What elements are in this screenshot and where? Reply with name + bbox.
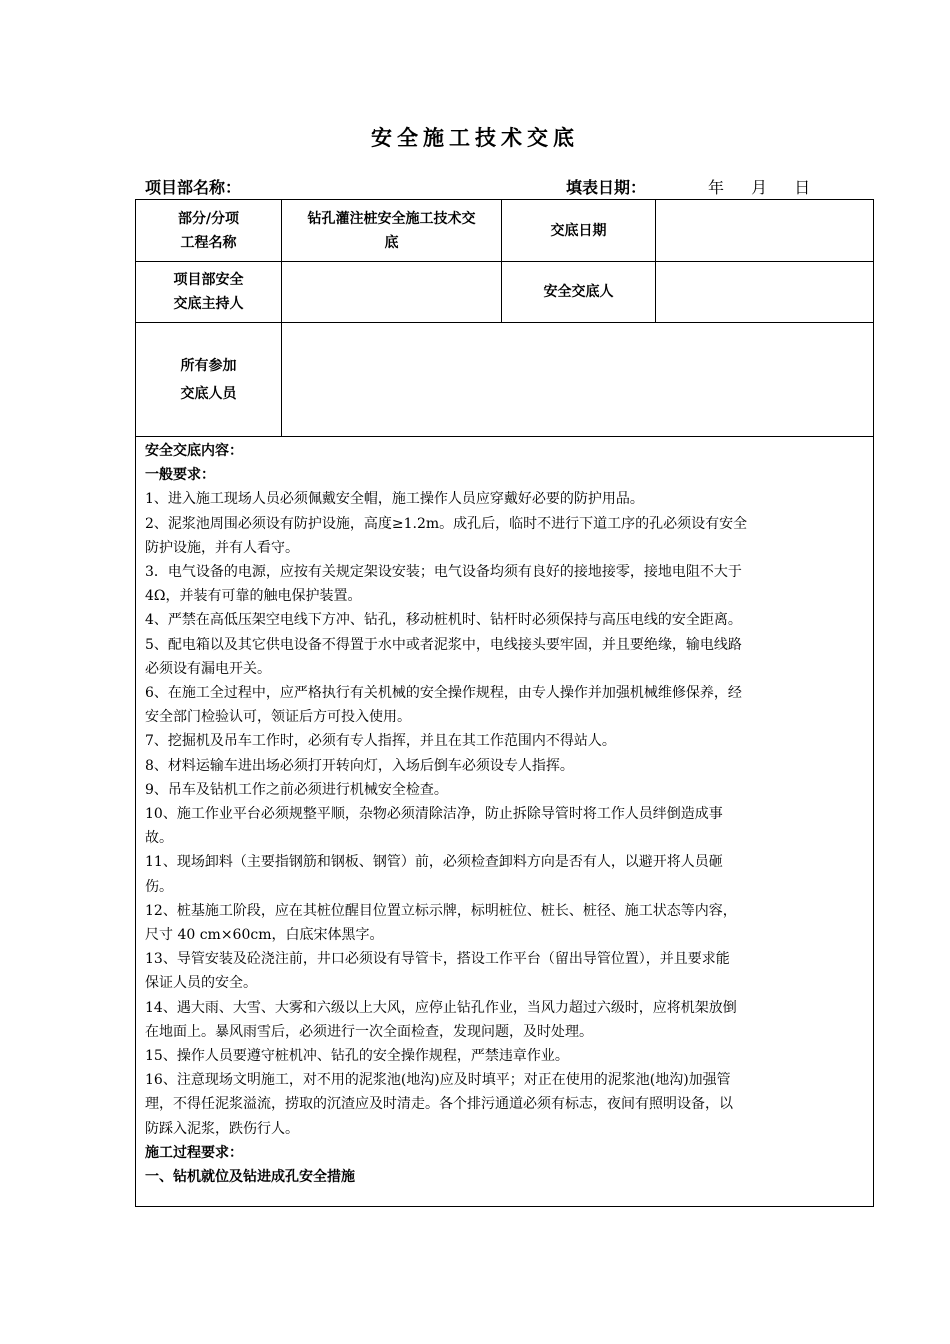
host-value[interactable] (282, 262, 502, 323)
general-requirements-heading: 一般要求： (145, 467, 215, 484)
content-line: 13、导管安装及砼浇注前，井口必须设有导管卡，搭设工作平台（留出导管位置），并且要求能 (145, 951, 730, 968)
content-line: 5、配电箱以及其它供电设备不得置于水中或者泥浆中，电线接头要牢固，并且要绝缘，输电线路 (145, 636, 742, 653)
content-line: 14、遇大雨、大雪、大雾和六级以上大风，应停止钻孔作业，当风力超过六级时，应将机架放倒 (145, 999, 737, 1016)
content-line: 必须设有漏电开关。 (145, 660, 271, 677)
content-line: 2、泥浆池周围必须设有防护设施，高度≥1.2m。成孔后，临时不进行下道工序的孔必须设有安全 (145, 515, 748, 532)
form-header (145, 175, 845, 199)
content-line: 伤。 (145, 878, 173, 895)
content-line: 在地面上。暴风雨雪后，必须进行一次全面检查，发现问题，及时处理。 (145, 1023, 593, 1040)
content-line: 4Ω，并装有可靠的触电保护装置。 (145, 588, 362, 605)
process-requirements-heading: 施工过程要求： (145, 1144, 243, 1161)
content-line: 1、进入施工现场人员必须佩戴安全帽，施工操作人员应穿戴好必要的防护用品。 (145, 491, 644, 508)
section1-heading: 一、钻机就位及钻进成孔安全措施 (145, 1169, 355, 1186)
content-line: 16、注意现场文明施工，对不用的泥浆池(地沟)应及时填平；对正在使用的泥浆池(地沟)加强管 (145, 1072, 731, 1089)
project-name-label: 项目部名称： (145, 178, 242, 197)
year-label: 年 (708, 178, 725, 197)
content-line: 尺寸 40 cm×60cm，白底宋体黑字。 (145, 927, 384, 944)
content-line: 15、操作人员要遵守桩机冲、钻孔的安全操作规程，严禁违章作业。 (145, 1048, 569, 1065)
page-title: 安全施工技术交底 (371, 126, 579, 150)
content-line: 安全部门检验认可，领证后方可投入使用。 (145, 709, 411, 726)
content-line: 防护设施，并有人看守。 (145, 539, 299, 556)
day-label: 日 (794, 178, 811, 197)
content-line: 11、现场卸料（主要指钢筋和钢板、钢管）前，必须检查卸料方向是否有人，以避开将人员砸 (145, 854, 723, 871)
content-line: 9、吊车及钻机工作之前必须进行机械安全检查。 (145, 781, 448, 798)
subproject-name-value: 钻孔灌注桩安全施工技术交 底 (282, 200, 502, 262)
content-heading: 安全交底内容： (145, 443, 243, 459)
content-line: 保证人员的安全。 (145, 975, 257, 992)
content-line: 8、材料运输车进出场必须打开转向灯，入场后倒车必须设专人指挥。 (145, 757, 574, 774)
content-line: 12、桩基施工阶段，应在其桩位醒目位置立标示牌，标明桩位、桩长、桩径、施工状态等内容， (145, 902, 737, 919)
content-line: 防踩入泥浆，跌伤行人。 (145, 1120, 299, 1137)
content-line: 3．电气设备的电源，应按有关规定架设安装；电气设备均须有良好的接地接零，接地电阻不大于 (145, 564, 742, 581)
disclosure-date-value[interactable] (656, 200, 874, 262)
content-line: 6、在施工全过程中，应严格执行有关机械的安全操作规程，由专人操作并加强机械维修保养，经 (145, 685, 742, 702)
content-line: 4、严禁在高低压架空电线下方冲、钻孔，移动桩机时、钻杆时必须保持与高压电线的安全距离。 (145, 612, 742, 629)
date-fields (708, 175, 832, 198)
content-line: 7、挖掘机及吊车工作时，必须有专人指挥，并且在其工作范围内不得站人。 (145, 733, 616, 750)
content-line: 10、施工作业平台必须规整平顺，杂物必须清除洁净，防止拆除导管时将工作人员绊倒造成事 (145, 806, 723, 823)
subproject-name-label: 部分/分项 工程名称 (136, 200, 282, 262)
participants-value[interactable] (282, 323, 874, 437)
participants-label: 所有参加 交底人员 (136, 323, 282, 437)
content-line: 故。 (145, 830, 173, 847)
content-line: 理，不得任泥浆溢流，捞取的沉渣应及时清走。各个排污通道必须有标志，夜间有照明设备，以 (145, 1096, 733, 1113)
fill-date-label: 填表日期： (566, 178, 647, 197)
disclosure-content (136, 437, 874, 1207)
discloser-value[interactable] (656, 262, 874, 323)
discloser-label: 安全交底人 (502, 262, 656, 323)
month-label: 月 (751, 178, 768, 197)
disclosure-date-label: 交底日期 (502, 200, 656, 262)
general-requirements-list (145, 487, 865, 1140)
disclosure-table (135, 199, 874, 1207)
host-label: 项目部安全 交底主持人 (136, 262, 282, 323)
